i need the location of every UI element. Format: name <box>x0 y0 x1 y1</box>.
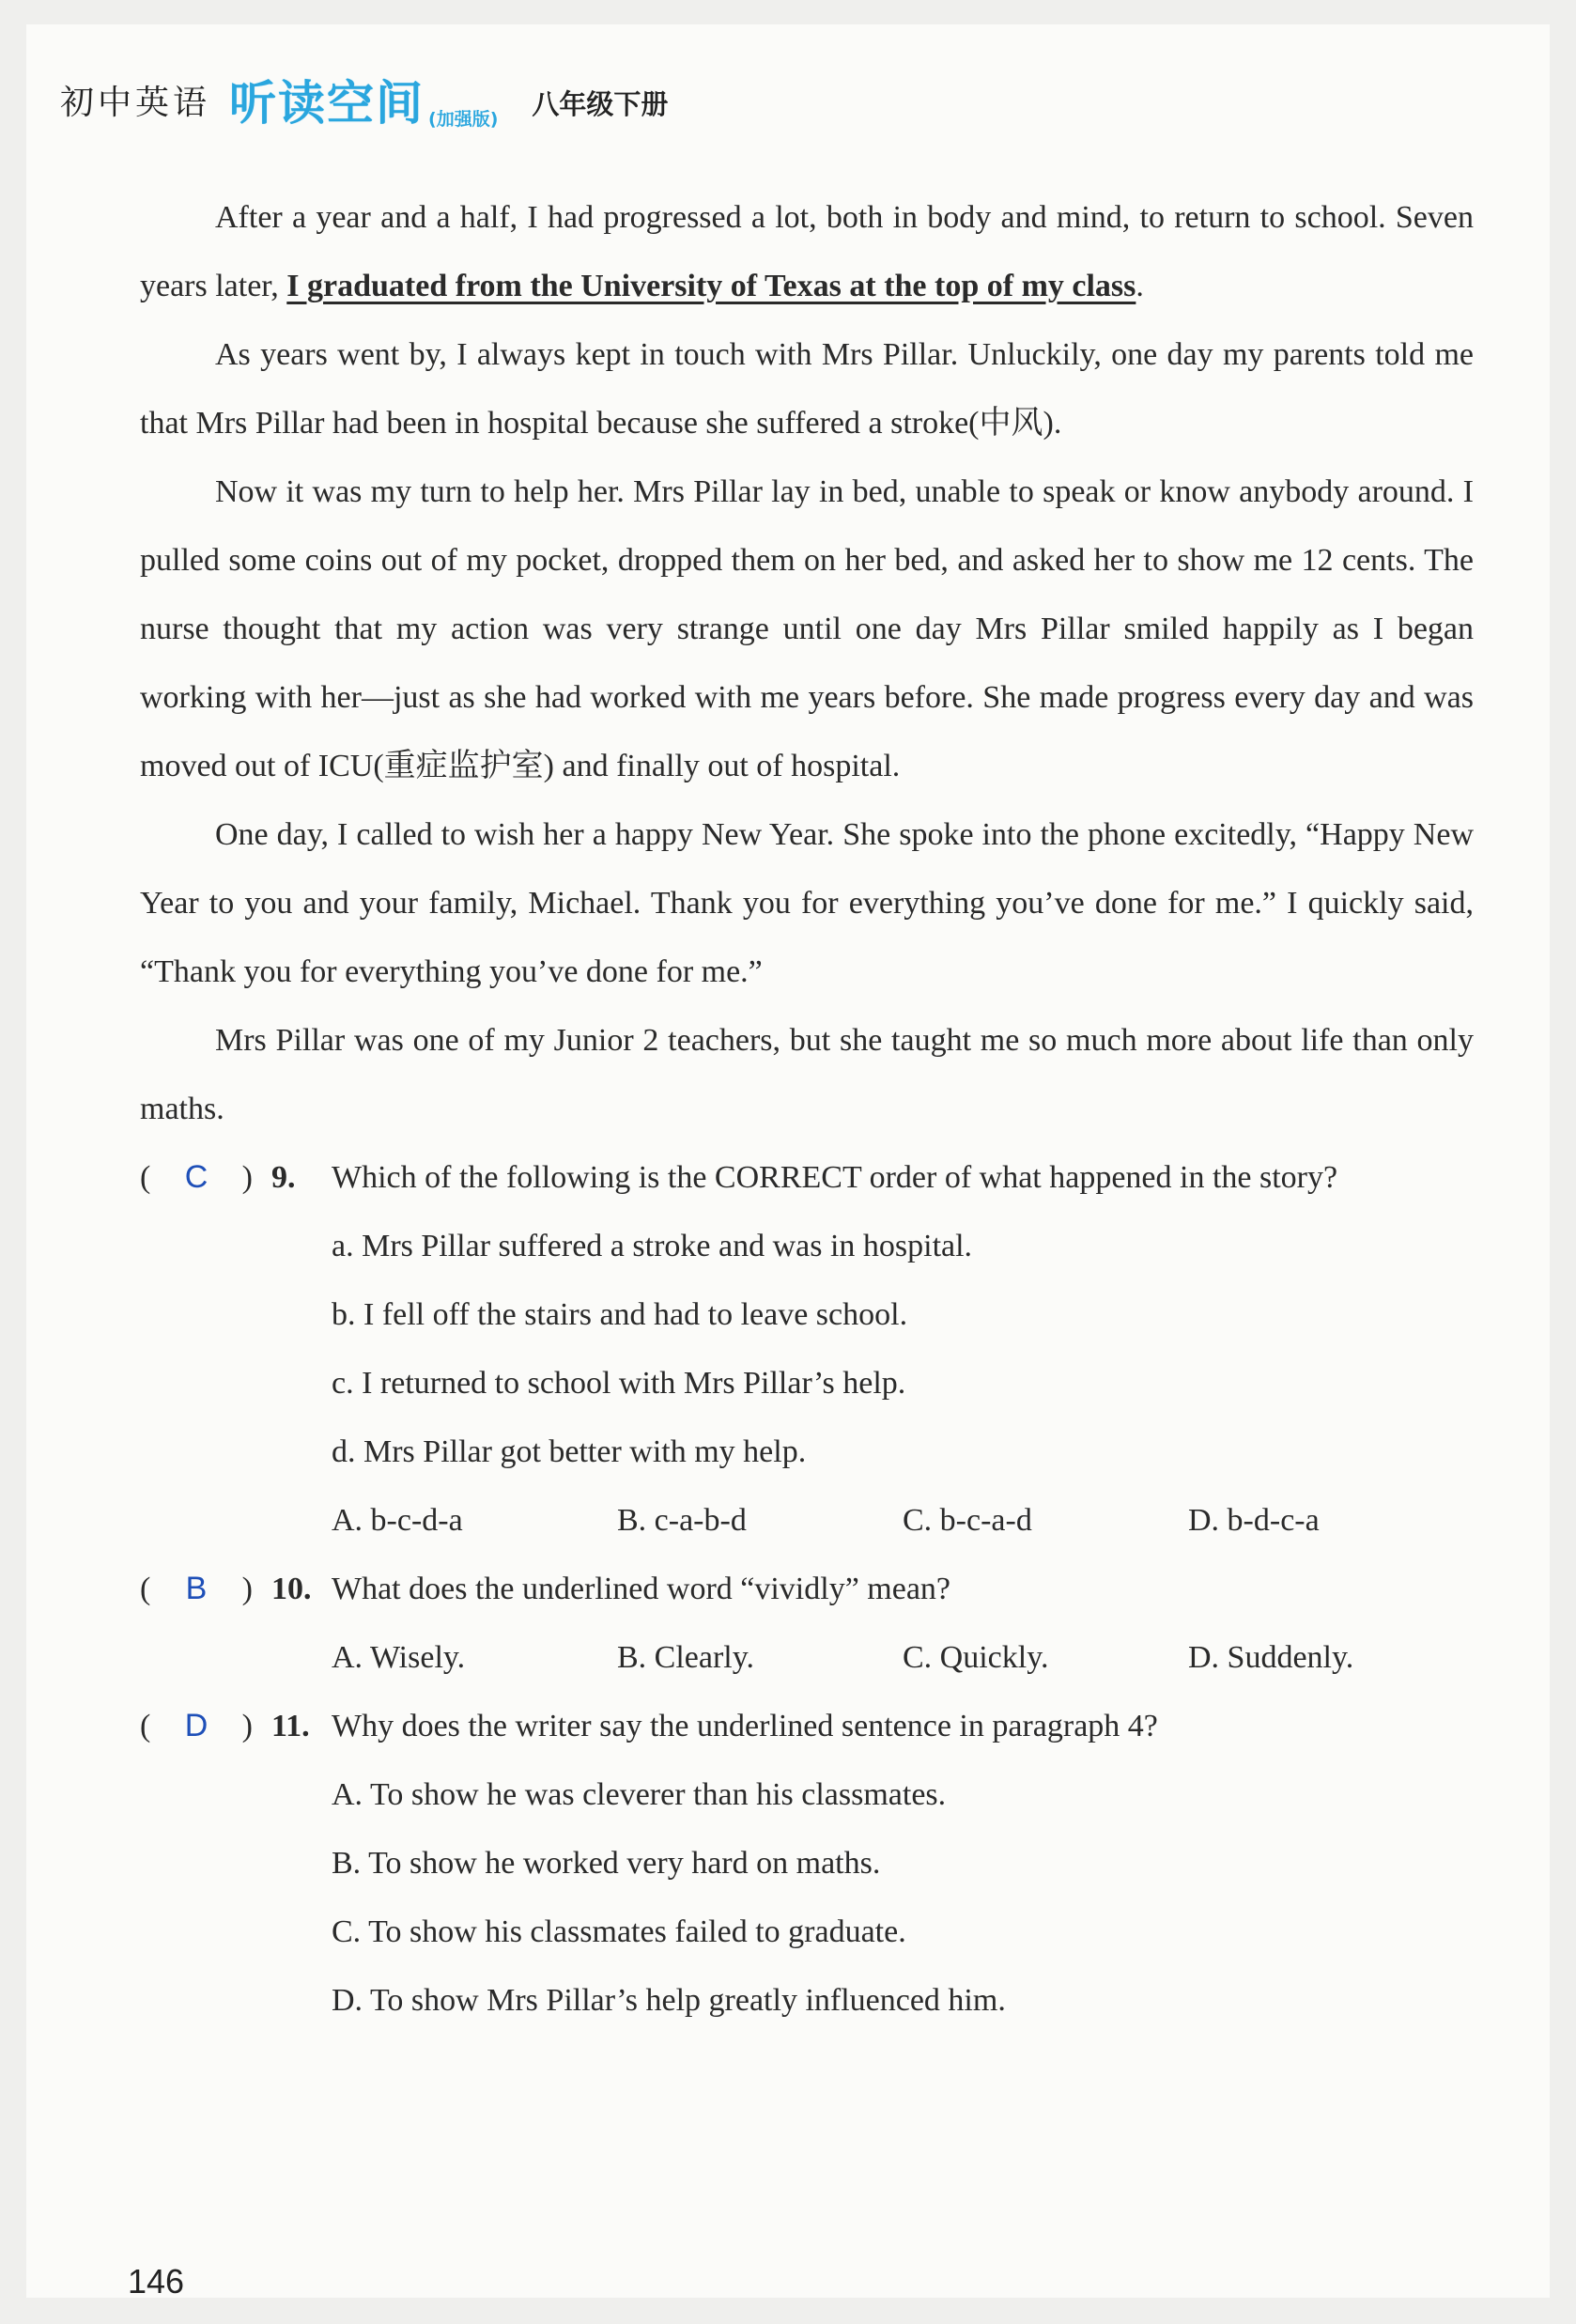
choice-c[interactable]: C. b-c-a-d <box>903 1503 1032 1538</box>
choice-row <box>332 1486 1474 1555</box>
choice-c[interactable]: C. Quickly. <box>903 1640 1049 1675</box>
question-9 <box>140 1143 1474 1555</box>
paragraph-4: One day, I called to wish her a happy New Year. She spoke into the phone excitedly, “Happy New Year to you and your family, Michael. Thank you for everything you’ve done for me.” I quickly said, “Thank you for everything you’ve done for me.” <box>140 817 1474 989</box>
underlined-key-sentence: I graduated from the University of Texas at the top of my class <box>286 269 1136 303</box>
paragraph-1-end: . <box>1136 269 1144 303</box>
choice-d[interactable]: D. Suddenly. <box>1188 1640 1354 1675</box>
question-text: Why does the writer say the underlined sentence in paragraph 4? <box>332 1709 1158 1743</box>
choice-a[interactable]: A. b-c-d-a <box>332 1503 463 1538</box>
choice-d[interactable]: D. b-d-c-a <box>1188 1503 1320 1538</box>
question-number: 9. <box>271 1160 296 1195</box>
paragraph-3: Now it was my turn to help her. Mrs Pillar lay in bed, unable to speak or know anybody around. I pulled some coins out of my pocket, dropped them on her bed, and asked her to show me 12 cents. The nurse thought that my action was very strange until one day Mrs Pillar smiled happily as I began working with her—just as she had worked with me years before. She made progress every day and was moved out of ICU(重症监护室) and finally out of hospital. <box>140 474 1474 783</box>
answer-bracket: ( C ) <box>140 1143 253 1212</box>
answer-bracket: ( D ) <box>140 1692 253 1760</box>
page-header <box>60 66 668 133</box>
event-a: a. Mrs Pillar suffered a stroke and was in hospital. <box>332 1229 973 1263</box>
answer-mark: B <box>185 1571 208 1606</box>
question-text: What does the underlined word “vividly” mean? <box>332 1572 950 1606</box>
choice-b[interactable]: B. To show he worked very hard on maths. <box>332 1846 881 1881</box>
question-10 <box>140 1555 1474 1692</box>
page-number: 146 <box>128 2262 185 2301</box>
choice-c[interactable]: C. To show his classmates failed to graduate. <box>332 1914 906 1949</box>
paragraph-2: As years went by, I always kept in touch with Mrs Pillar. Unluckily, one day my parents told me that Mrs Pillar had been in hospital because she suffered a stroke(中风). <box>140 337 1474 441</box>
question-number: 11. <box>271 1709 310 1743</box>
answer-mark: C <box>184 1159 209 1195</box>
choice-b[interactable]: B. c-a-b-d <box>617 1503 747 1538</box>
question-text: Which of the following is the CORRECT order of what happened in the story? <box>332 1160 1338 1195</box>
paragraph-1 <box>140 183 1474 320</box>
paragraph-5: Mrs Pillar was one of my Junior 2 teachers, but she taught me so much more about life than only maths. <box>140 1023 1474 1126</box>
brand-logo: 听读空间 <box>229 76 425 131</box>
choice-a[interactable]: A. Wisely. <box>332 1640 466 1675</box>
edition-label: (加强版) <box>428 108 499 130</box>
choice-a[interactable]: A. To show he was cleverer than his classmates. <box>332 1777 947 1812</box>
question-number: 10. <box>271 1572 312 1606</box>
event-c: c. I returned to school with Mrs Pillar’s help. <box>332 1366 906 1401</box>
question-11 <box>140 1692 1474 2035</box>
event-b: b. I fell off the stairs and had to leave school. <box>332 1297 908 1332</box>
answer-mark: D <box>184 1708 209 1743</box>
main-content <box>140 183 1474 2035</box>
paragraph-1-text: After a year and a half, I had progressed a lot, both in body and mind, to return to school. Seven years later, <box>140 200 1474 303</box>
choice-row <box>332 1623 1474 1692</box>
answer-bracket: ( B ) <box>140 1555 253 1623</box>
grade-label: 八年级下册 <box>532 87 669 120</box>
choice-d[interactable]: D. To show Mrs Pillar’s help greatly influenced him. <box>332 1983 1006 2018</box>
event-d: d. Mrs Pillar got better with my help. <box>332 1434 807 1469</box>
course-title: 初中英语 <box>60 83 211 122</box>
choice-b[interactable]: B. Clearly. <box>617 1640 755 1675</box>
